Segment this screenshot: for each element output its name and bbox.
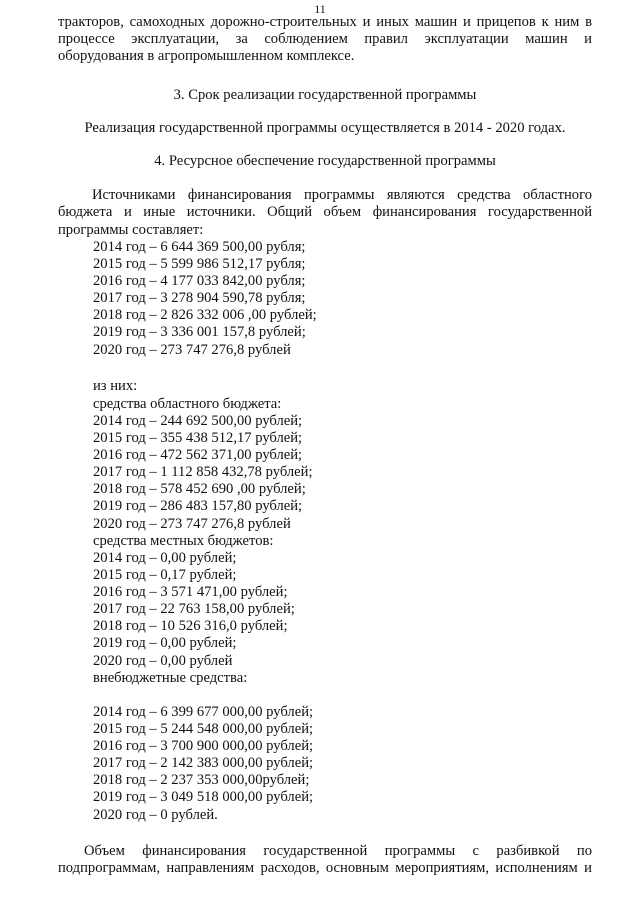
funding-year-item: 2015 год – 5 244 548 000,00 рублей; — [93, 721, 314, 738]
page-number: 11 — [314, 2, 326, 16]
regional-budget-label: средства областного бюджета: — [93, 396, 282, 412]
funding-year-item: 2014 год – 0,00 рублей; — [93, 550, 237, 566]
paragraph-line: программы составляет: — [58, 222, 204, 238]
section-3-text: Реализация государственной программы осуществляется в 2014 - 2020 годах. — [84, 120, 566, 136]
funding-year-item: 2014 год – 6 644 369 500,00 рубля; — [93, 239, 306, 255]
funding-year-item: 2014 год – 244 692 500,00 рублей; — [93, 413, 303, 429]
funding-year-item: 2016 год – 3 700 900 000,00 рублей; — [93, 738, 314, 755]
local-budget-label: средства местных бюджетов: — [93, 533, 274, 549]
funding-year-item: 2014 год – 6 399 677 000,00 рублей; — [93, 704, 314, 720]
funding-year-item: 2015 год – 355 438 512,17 рублей; — [93, 430, 303, 447]
funding-year-item: 2017 год – 2 142 383 000,00 рублей; — [93, 755, 314, 772]
of-them-label: из них: — [93, 378, 138, 394]
funding-year-item: 2018 год – 578 452 690 ,00 рублей; — [93, 481, 306, 498]
intro-line: процессе эксплуатации, за соблюдением правил эксплуатации машин и — [58, 31, 592, 47]
intro-line: тракторов, самоходных дорожно-строительных и иных машин и прицепов к ним в — [58, 14, 592, 30]
funding-year-item: 2020 год – 273 747 276,8 рублей — [93, 341, 291, 358]
funding-year-item: 2019 год – 3 049 518 000,00 рублей; — [93, 789, 314, 806]
funding-year-item: 2019 год – 3 336 001 157,8 рублей; — [93, 324, 306, 341]
paragraph-line: Источниками финансирования программы являются средства областного — [92, 187, 592, 203]
paragraph-line: подпрограммам, направлениям расходов, основным мероприятиям, исполнениям и — [58, 860, 592, 876]
funding-year-item: 2015 год – 0,17 рублей; — [93, 567, 237, 584]
funding-year-item: 2017 год – 3 278 904 590,78 рубля; — [93, 290, 306, 307]
total-funding-list — [93, 239, 317, 359]
intro-line: оборудования в агропромышленном комплексе. — [58, 48, 355, 64]
funding-year-item: 2018 год – 2 826 332 006 ,00 рублей; — [93, 307, 317, 324]
local-budget-list — [93, 550, 295, 670]
section-3-heading: 3. Срок реализации государственной программы — [173, 87, 477, 103]
paragraph-line: бюджета и иные источники. Общий объем финансирования государственной — [58, 204, 592, 220]
funding-year-item: 2019 год – 286 483 157,80 рублей; — [93, 498, 303, 515]
section-4-heading: 4. Ресурсное обеспечение государственной программы — [154, 153, 496, 169]
funding-year-item: 2016 год – 3 571 471,00 рублей; — [93, 584, 288, 601]
funding-year-item: 2017 год – 22 763 158,00 рублей; — [93, 601, 295, 618]
funding-year-item: 2018 год – 10 526 316,0 рублей; — [93, 618, 288, 635]
funding-year-item: 2020 год – 0 рублей. — [93, 806, 218, 823]
funding-year-item: 2018 год – 2 237 353 000,00рублей; — [93, 772, 310, 789]
extrabudget-label: внебюджетные средства: — [93, 670, 248, 686]
funding-year-item: 2020 год – 0,00 рублей — [93, 652, 233, 669]
funding-year-item: 2016 год – 472 562 371,00 рублей; — [93, 447, 303, 464]
funding-year-item: 2020 год – 273 747 276,8 рублей — [93, 515, 291, 532]
funding-year-item: 2015 год – 5 599 986 512,17 рубля; — [93, 256, 306, 273]
funding-year-item: 2016 год – 4 177 033 842,00 рубля; — [93, 273, 306, 290]
paragraph-line: Объем финансирования государственной программы с разбивкой по — [84, 843, 592, 859]
regional-budget-list — [93, 413, 313, 533]
funding-year-item: 2019 год – 0,00 рублей; — [93, 635, 237, 652]
extrabudget-list — [93, 704, 313, 824]
funding-year-item: 2017 год – 1 112 858 432,78 рублей; — [93, 464, 313, 481]
